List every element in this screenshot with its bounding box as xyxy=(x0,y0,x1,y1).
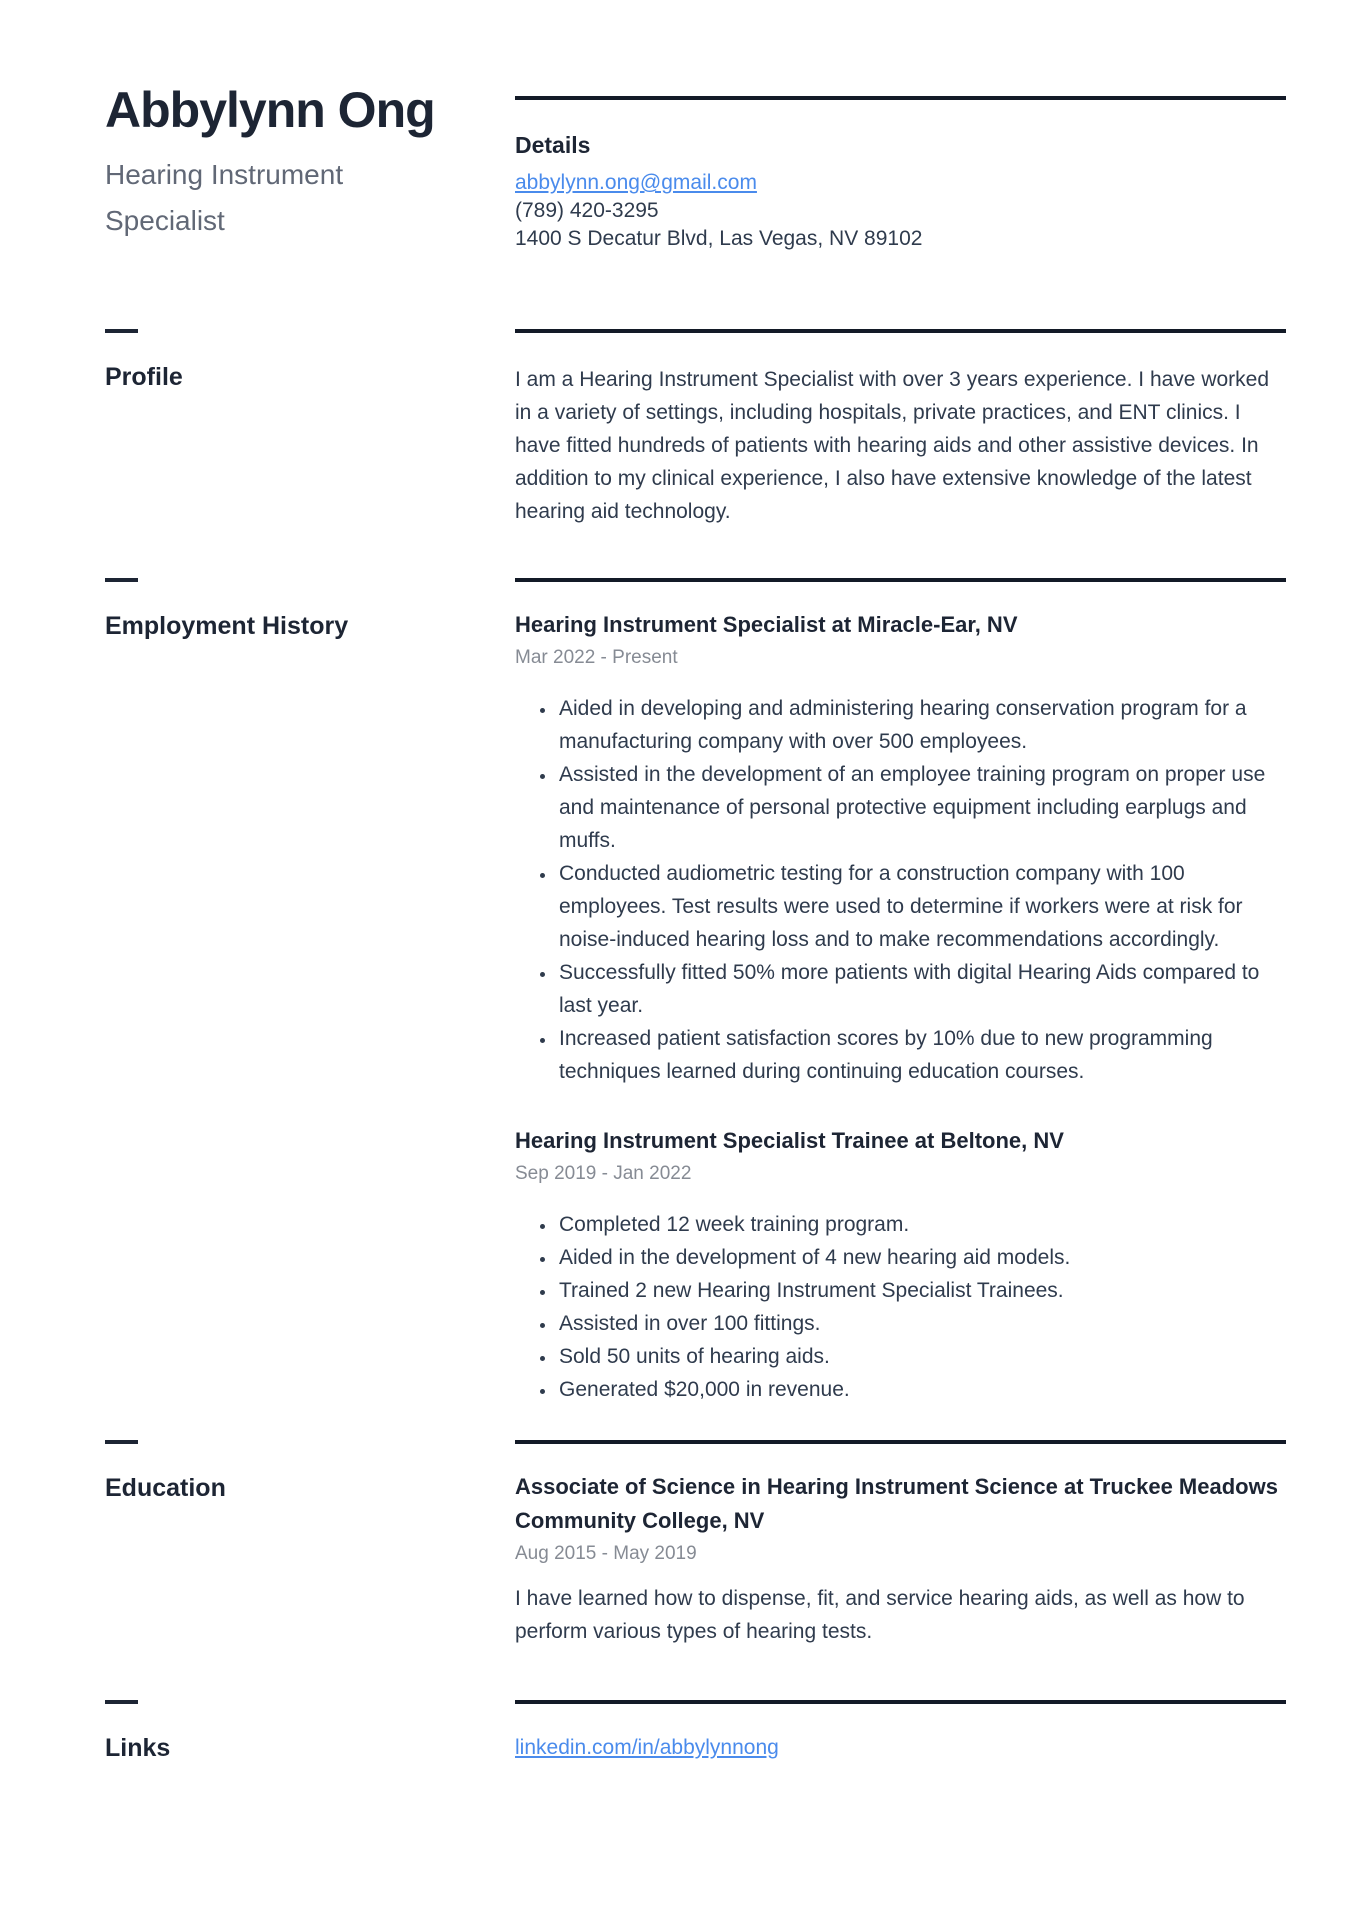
phone-number: (789) 420-3295 xyxy=(515,199,659,222)
job-title: Hearing Instrument Specialist at Miracle-Ear, NV xyxy=(515,612,1018,637)
details-rule xyxy=(515,96,1286,100)
details-section xyxy=(515,132,1286,253)
education-heading: Education xyxy=(105,1474,226,1502)
profile-dash xyxy=(105,329,138,333)
details-heading: Details xyxy=(515,132,591,158)
job-bullet-list xyxy=(515,1208,1286,1406)
job-bullet: • Assisted in the development of an employee training program on proper use and maintenance of personal protective equipment including earplugs and muffs. xyxy=(557,758,1286,857)
linkedin-link[interactable]: linkedin.com/in/abbylynnong xyxy=(515,1736,779,1759)
job-bullet: • Aided in the development of 4 new hearing aid models. xyxy=(557,1241,1286,1274)
employment-section xyxy=(105,578,1286,1406)
job-dates: Mar 2022 - Present xyxy=(515,647,678,668)
job-dates: Sep 2019 - Jan 2022 xyxy=(515,1163,692,1184)
profile-text: I am a Hearing Instrument Specialist with over 3 years experience. I have worked in a variety of settings, including hospitals, private practices, and ENT clinics. I have fitted hundreds of patients with hearing aids and other assistive devices. In addition to my clinical experience, I also have extensive knowledge of the latest hearing aid technology. xyxy=(515,368,1270,523)
job-bullet: • Completed 12 week training program. xyxy=(557,1208,1286,1241)
links-heading: Links xyxy=(105,1734,171,1762)
header-row xyxy=(105,82,1286,253)
job-bullet: • Increased patient satisfaction scores by 10% due to new programming techniques learned during continuing education courses. xyxy=(557,1022,1286,1088)
employment-rule xyxy=(515,578,1286,582)
job-bullet: • Sold 50 units of hearing aids. xyxy=(557,1340,1286,1373)
education-dash xyxy=(105,1440,138,1444)
job-bullet: • Aided in developing and administering hearing conservation program for a manufacturing company with over 500 employees. xyxy=(557,692,1286,758)
address: 1400 S Decatur Blvd, Las Vegas, NV 89102 xyxy=(515,227,923,250)
education-section xyxy=(105,1440,1286,1648)
employment-dash xyxy=(105,578,138,582)
education-entry xyxy=(515,1470,1286,1648)
profile-section xyxy=(105,329,1286,528)
degree-dates: Aug 2015 - May 2019 xyxy=(515,1543,697,1564)
job-bullet: • Assisted in over 100 fittings. xyxy=(557,1307,1286,1340)
profile-rule xyxy=(515,329,1286,333)
job-bullet: • Generated $20,000 in revenue. xyxy=(557,1373,1286,1406)
job-bullet-list xyxy=(515,692,1286,1088)
links-section xyxy=(105,1700,1286,1763)
email-link[interactable]: abbylynn.ong@gmail.com xyxy=(515,171,757,194)
candidate-title: Hearing Instrument Specialist xyxy=(105,159,344,236)
job-bullet: • Successfully fitted 50% more patients with digital Hearing Aids compared to last year. xyxy=(557,956,1286,1022)
employment-heading: Employment History xyxy=(105,612,349,640)
job-bullet: • Conducted audiometric testing for a construction company with 100 employees. Test results were used to determine if workers were at risk for noise-induced hearing loss and to make recommendations accordingly. xyxy=(557,857,1286,956)
education-rule xyxy=(515,1440,1286,1444)
job-title: Hearing Instrument Specialist Trainee at Beltone, NV xyxy=(515,1128,1064,1153)
links-dash xyxy=(105,1700,138,1704)
education-text: I have learned how to dispense, fit, and service hearing aids, as well as how to perform various types of hearing tests. xyxy=(515,1587,1245,1643)
links-rule xyxy=(515,1700,1286,1704)
job-entry xyxy=(515,1124,1286,1406)
job-bullet: • Trained 2 new Hearing Instrument Specialist Trainees. xyxy=(557,1274,1286,1307)
profile-heading: Profile xyxy=(105,363,183,391)
job-entry xyxy=(515,608,1286,1088)
candidate-name: Abbylynn Ong xyxy=(105,82,435,138)
degree-title: Associate of Science in Hearing Instrument Science at Truckee Meadows Community College, NV xyxy=(515,1474,1278,1533)
